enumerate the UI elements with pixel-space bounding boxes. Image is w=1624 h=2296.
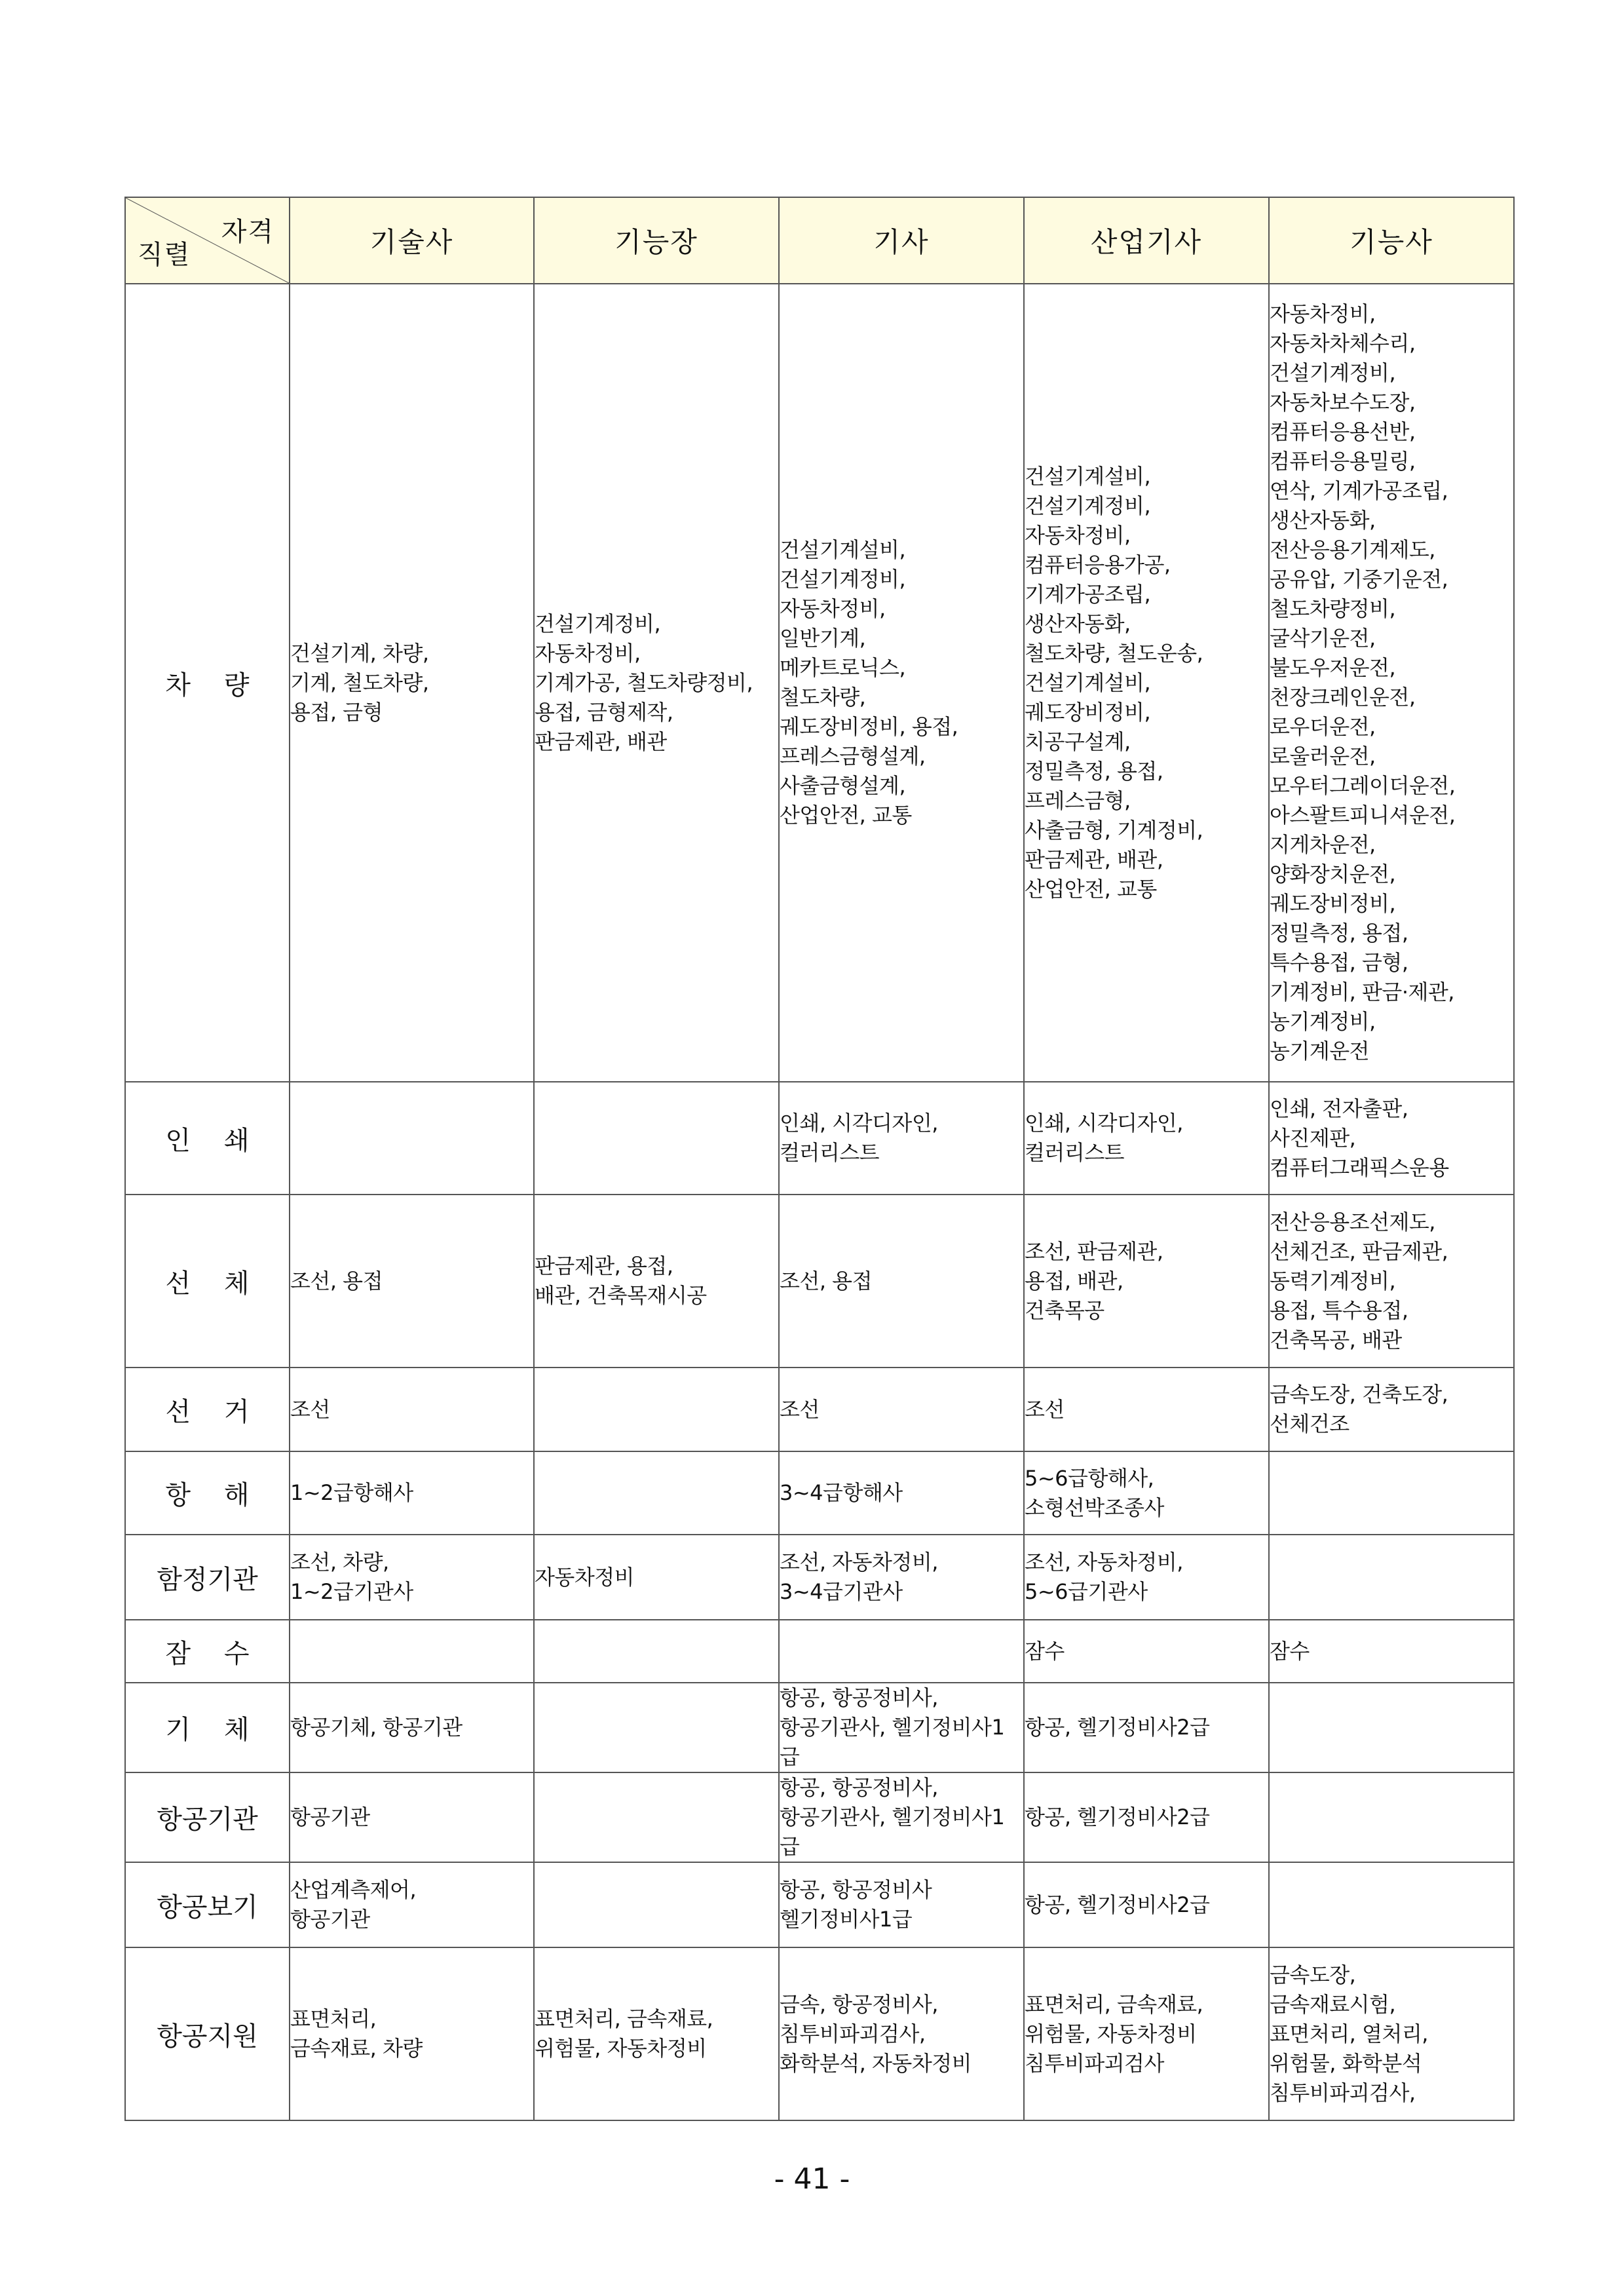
table-cell: 5~6급항해사, 소형선박조종사	[1024, 1451, 1269, 1535]
table-cell: 금속, 항공정비사, 침투비파괴검사, 화학분석, 자동차정비	[779, 1947, 1024, 2120]
table-cell	[534, 1451, 779, 1535]
table-row	[125, 1368, 1514, 1451]
page-number: - 41 -	[774, 2162, 850, 2196]
row-label: 기 체	[125, 1683, 290, 1772]
row-label: 선 거	[125, 1368, 290, 1451]
table-header	[125, 197, 1514, 284]
table-cell: 조선, 자동차정비, 5~6급기관사	[1024, 1535, 1269, 1620]
table-cell: 표면처리, 금속재료, 위험물, 자동차정비 침투비파괴검사	[1024, 1947, 1269, 2120]
table-cell	[290, 1620, 534, 1683]
table-cell: 인쇄, 전자출판, 사진제판, 컴퓨터그래픽스운용	[1269, 1082, 1514, 1195]
table-cell	[1269, 1451, 1514, 1535]
table-cell: 표면처리, 금속재료, 위험물, 자동차정비	[534, 1947, 779, 2120]
table-cell	[534, 1620, 779, 1683]
table-cell	[1269, 1535, 1514, 1620]
table-cell: 자동차정비, 자동차차체수리, 건설기계정비, 자동차보수도장, 컴퓨터응용선반, 컴퓨터응용밀링, 연삭, 기계가공조립, 생산자동화, 전산응용기계제도, 공유압, 기중기운전, 철도차량정비, 굴삭기운전, 불도우저운전, 천장크레인운전, 로우더운전, 로울러운전, 모우터그레이더운전, 아스팔트피니셔운전, 지게차운전, 양화장치운전, 궤도장비정비, 정밀측정, 용접, 특수용접, 금형, 기계정비, 판금·제관, 농기계정비, 농기계운전	[1269, 284, 1514, 1082]
table-cell: 조선	[290, 1368, 534, 1451]
table-cell: 항공, 헬기정비사2급	[1024, 1683, 1269, 1772]
table-row	[125, 1772, 1514, 1862]
table-cell	[534, 1772, 779, 1862]
table-row	[125, 1195, 1514, 1368]
table-cell: 자동차정비	[534, 1535, 779, 1620]
table-cell: 산업계측제어, 항공기관	[290, 1862, 534, 1947]
table-cell	[779, 1620, 1024, 1683]
table-row	[125, 1683, 1514, 1772]
header-corner-cell	[125, 197, 290, 284]
table-cell: 조선	[779, 1368, 1024, 1451]
table-cell: 잠수	[1269, 1620, 1514, 1683]
table-cell: 건설기계설비, 건설기계정비, 자동차정비, 일반기계, 메카트로닉스, 철도차량, 궤도장비정비, 용접, 프레스금형설계, 사출금형설계, 산업안전, 교통	[779, 284, 1024, 1082]
table-row	[125, 1620, 1514, 1683]
table-cell: 조선, 용접	[779, 1195, 1024, 1368]
table-cell: 잠수	[1024, 1620, 1269, 1683]
corner-label-job-series: 직렬	[138, 240, 191, 270]
table-cell	[534, 1368, 779, 1451]
table-cell: 항공, 항공정비사, 항공기관사, 헬기정비사1급	[779, 1683, 1024, 1772]
table-cell	[534, 1683, 779, 1772]
row-label: 항 해	[125, 1451, 290, 1535]
table-cell	[534, 1862, 779, 1947]
table-row	[125, 1862, 1514, 1947]
column-header: 기능사	[1269, 197, 1514, 284]
table-cell: 항공, 항공정비사, 항공기관사, 헬기정비사1급	[779, 1772, 1024, 1862]
table-cell: 건설기계정비, 자동차정비, 기계가공, 철도차량정비, 용접, 금형제작, 판금제관, 배관	[534, 284, 779, 1082]
column-header: 기능장	[534, 197, 779, 284]
column-header: 산업기사	[1024, 197, 1269, 284]
table-row	[125, 284, 1514, 1082]
table-cell	[1269, 1772, 1514, 1862]
table-cell: 조선, 용접	[290, 1195, 534, 1368]
table-cell: 조선, 자동차정비, 3~4급기관사	[779, 1535, 1024, 1620]
table-row	[125, 1082, 1514, 1195]
table-cell: 항공기관	[290, 1772, 534, 1862]
table-cell: 항공, 헬기정비사2급	[1024, 1862, 1269, 1947]
table-cell: 건설기계, 차량, 기계, 철도차량, 용접, 금형	[290, 284, 534, 1082]
table-cell: 건설기계설비, 건설기계정비, 자동차정비, 컴퓨터응용가공, 기계가공조립, 생산자동화, 철도차량, 철도운송, 건설기계설비, 궤도장비정비, 치공구설계, 정밀측정, 용접, 프레스금형, 사출금형, 기계정비, 판금제관, 배관, 산업안전, 교통	[1024, 284, 1269, 1082]
table-cell: 인쇄, 시각디자인, 컬러리스트	[1024, 1082, 1269, 1195]
qualification-table	[124, 197, 1515, 2121]
table-row	[125, 1947, 1514, 2120]
table-cell: 금속도장, 금속재료시험, 표면처리, 열처리, 위험물, 화학분석 침투비파괴검사,	[1269, 1947, 1514, 2120]
table-cell	[290, 1082, 534, 1195]
table-cell: 전산응용조선제도, 선체건조, 판금제관, 동력기계정비, 용접, 특수용접, 건축목공, 배관	[1269, 1195, 1514, 1368]
row-label: 항공보기	[125, 1862, 290, 1947]
table-cell	[1269, 1683, 1514, 1772]
column-header: 기술사	[290, 197, 534, 284]
table-cell: 조선	[1024, 1368, 1269, 1451]
table-cell: 조선, 차량, 1~2급기관사	[290, 1535, 534, 1620]
row-label: 함정기관	[125, 1535, 290, 1620]
table-cell: 항공, 항공정비사 헬기정비사1급	[779, 1862, 1024, 1947]
table-cell	[1269, 1862, 1514, 1947]
table-cell	[534, 1082, 779, 1195]
table-cell: 1~2급항해사	[290, 1451, 534, 1535]
table-cell: 조선, 판금제관, 용접, 배관, 건축목공	[1024, 1195, 1269, 1368]
row-label: 인 쇄	[125, 1082, 290, 1195]
row-label: 차 량	[125, 284, 290, 1082]
row-label: 잠 수	[125, 1620, 290, 1683]
table-row	[125, 1535, 1514, 1620]
table-cell: 금속도장, 건축도장, 선체건조	[1269, 1368, 1514, 1451]
table-cell: 판금제관, 용접, 배관, 건축목재시공	[534, 1195, 779, 1368]
row-label: 선 체	[125, 1195, 290, 1368]
table-body	[125, 284, 1514, 2120]
table-row	[125, 1451, 1514, 1535]
table-cell: 인쇄, 시각디자인, 컬러리스트	[779, 1082, 1024, 1195]
table-cell: 항공, 헬기정비사2급	[1024, 1772, 1269, 1862]
table-cell: 항공기체, 항공기관	[290, 1683, 534, 1772]
table-cell: 3~4급항해사	[779, 1451, 1024, 1535]
corner-label-qualification: 자격	[221, 217, 274, 247]
row-label: 항공지원	[125, 1947, 290, 2120]
column-header: 기사	[779, 197, 1024, 284]
row-label: 항공기관	[125, 1772, 290, 1862]
table-cell: 표면처리, 금속재료, 차량	[290, 1947, 534, 2120]
